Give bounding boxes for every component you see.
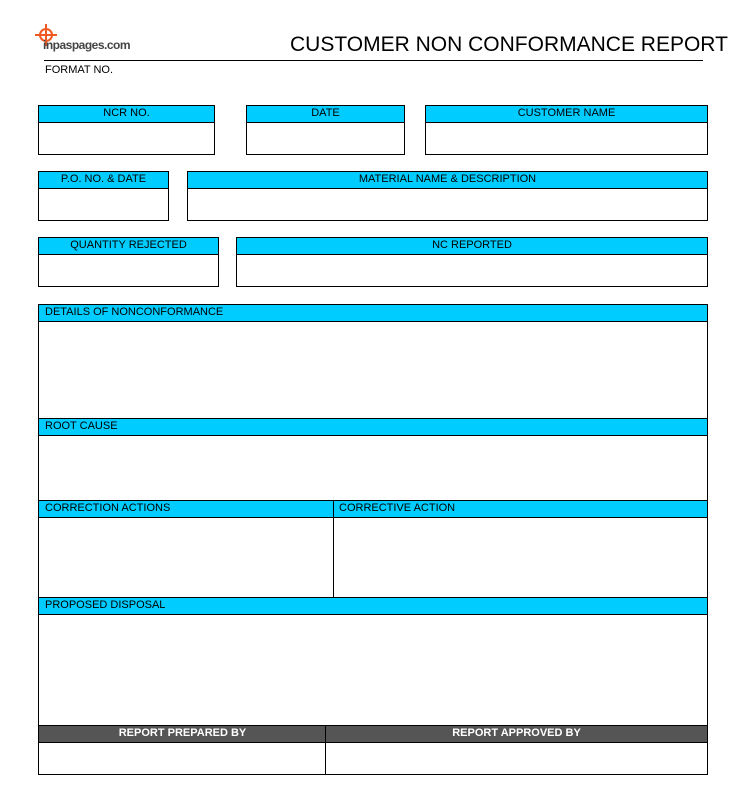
- ncr-no-field[interactable]: [38, 105, 215, 155]
- title-rule: [44, 60, 703, 61]
- nc-reported-field[interactable]: [236, 237, 708, 287]
- corrective-action-label: CORRECTIVE ACTION: [333, 501, 707, 518]
- date-field[interactable]: [246, 105, 405, 155]
- proposed-disposal-label: PROPOSED DISPOSAL: [39, 598, 707, 615]
- prepared-by-signature-area[interactable]: [39, 743, 325, 774]
- page-title: CUSTOMER NON CONFORMANCE REPORT: [290, 33, 728, 56]
- root-cause-label: ROOT CAUSE: [39, 419, 707, 436]
- proposed-disposal-area[interactable]: [39, 615, 707, 725]
- nc-reported-label: NC REPORTED: [237, 238, 707, 255]
- quantity-rejected-field[interactable]: [38, 237, 219, 287]
- report-prepared-by-label: REPORT PREPARED BY: [39, 726, 326, 743]
- material-description-label: MATERIAL NAME & DESCRIPTION: [188, 172, 707, 189]
- format-no-label: FORMAT NO.: [45, 64, 114, 76]
- quantity-rejected-label: QUANTITY REJECTED: [39, 238, 218, 255]
- material-description-field[interactable]: [187, 171, 708, 221]
- ncr-no-label: NCR NO.: [39, 106, 214, 123]
- correction-actions-label: CORRECTION ACTIONS: [39, 501, 339, 518]
- corrective-action-area[interactable]: [334, 518, 707, 597]
- approved-by-signature-area[interactable]: [326, 743, 707, 774]
- customer-name-label: CUSTOMER NAME: [426, 106, 707, 123]
- po-no-date-label: P.O. NO. & DATE: [39, 172, 168, 189]
- customer-name-field[interactable]: [425, 105, 708, 155]
- details-area[interactable]: [39, 322, 707, 421]
- correction-actions-area[interactable]: [39, 518, 333, 597]
- root-cause-area[interactable]: [39, 436, 707, 500]
- logo-text: inpaspages.com: [43, 38, 131, 52]
- date-label: DATE: [247, 106, 404, 123]
- details-label: DETAILS OF NONCONFORMANCE: [39, 305, 707, 322]
- logo: [35, 24, 145, 54]
- report-body: [38, 304, 708, 775]
- po-no-date-field[interactable]: [38, 171, 169, 221]
- report-approved-by-label: REPORT APPROVED BY: [326, 726, 707, 743]
